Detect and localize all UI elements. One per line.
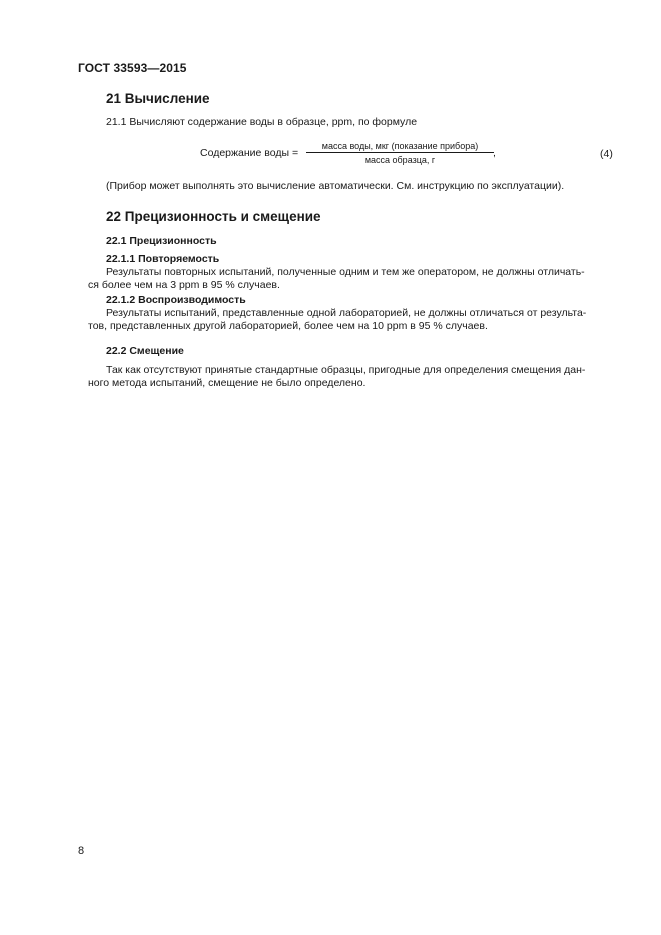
paragraph-repeatability-line1: Результаты повторных испытаний, полученные одним и тем же оператором, не должны отличать-	[106, 266, 585, 278]
paragraph-reproducibility	[88, 307, 615, 332]
note-text: (Прибор может выполнять это вычисление автоматически. См. инструкцию по эксплуатации).	[106, 180, 565, 192]
section-21-heading: 21 Вычисление	[106, 91, 210, 106]
formula-comma: ,	[493, 147, 496, 159]
paragraph-bias-line2: ного метода испытаний, смещение не было определено.	[88, 376, 366, 389]
section-22-heading: 22 Прецизионность и смещение	[106, 209, 321, 224]
paragraph-repeatability-line2: ся более чем на 3 ppm в 95 % случаев.	[88, 278, 280, 291]
document-code: ГОСТ 33593—2015	[78, 61, 187, 75]
page-number: 8	[78, 845, 85, 857]
paragraph-bias-line1: Так как отсутствуют принятые стандартные образцы, пригодные для определения смещения дан-	[106, 364, 586, 376]
section-22-1-1-heading: 22.1.1 Повторяемость	[106, 253, 220, 265]
paragraph-bias	[88, 364, 615, 389]
formula-number: (4)	[600, 148, 613, 160]
paragraph-repeatability	[88, 266, 615, 291]
paragraph-reproducibility-line1: Результаты испытаний, представленные одной лабораторией, не должны отличаться от результа-	[106, 307, 587, 319]
formula-denominator: масса образца, г	[364, 155, 436, 165]
formula-numerator: масса воды, мкг (показание прибора)	[306, 141, 494, 153]
section-22-1-2-heading: 22.1.2 Воспроизводимость	[106, 294, 246, 306]
section-22-2-heading: 22.2 Смещение	[106, 345, 184, 357]
formula-fraction	[306, 141, 494, 165]
section-22-1-heading: 22.1 Прецизионность	[106, 235, 217, 247]
formula-lhs: Содержание воды =	[200, 147, 299, 159]
clause-21-1-text: 21.1 Вычисляют содержание воды в образце, ppm, по формуле	[106, 116, 418, 128]
paragraph-reproducibility-line2: тов, представленных другой лабораторией, более чем на 10 ppm в 95 % случаев.	[88, 319, 488, 332]
